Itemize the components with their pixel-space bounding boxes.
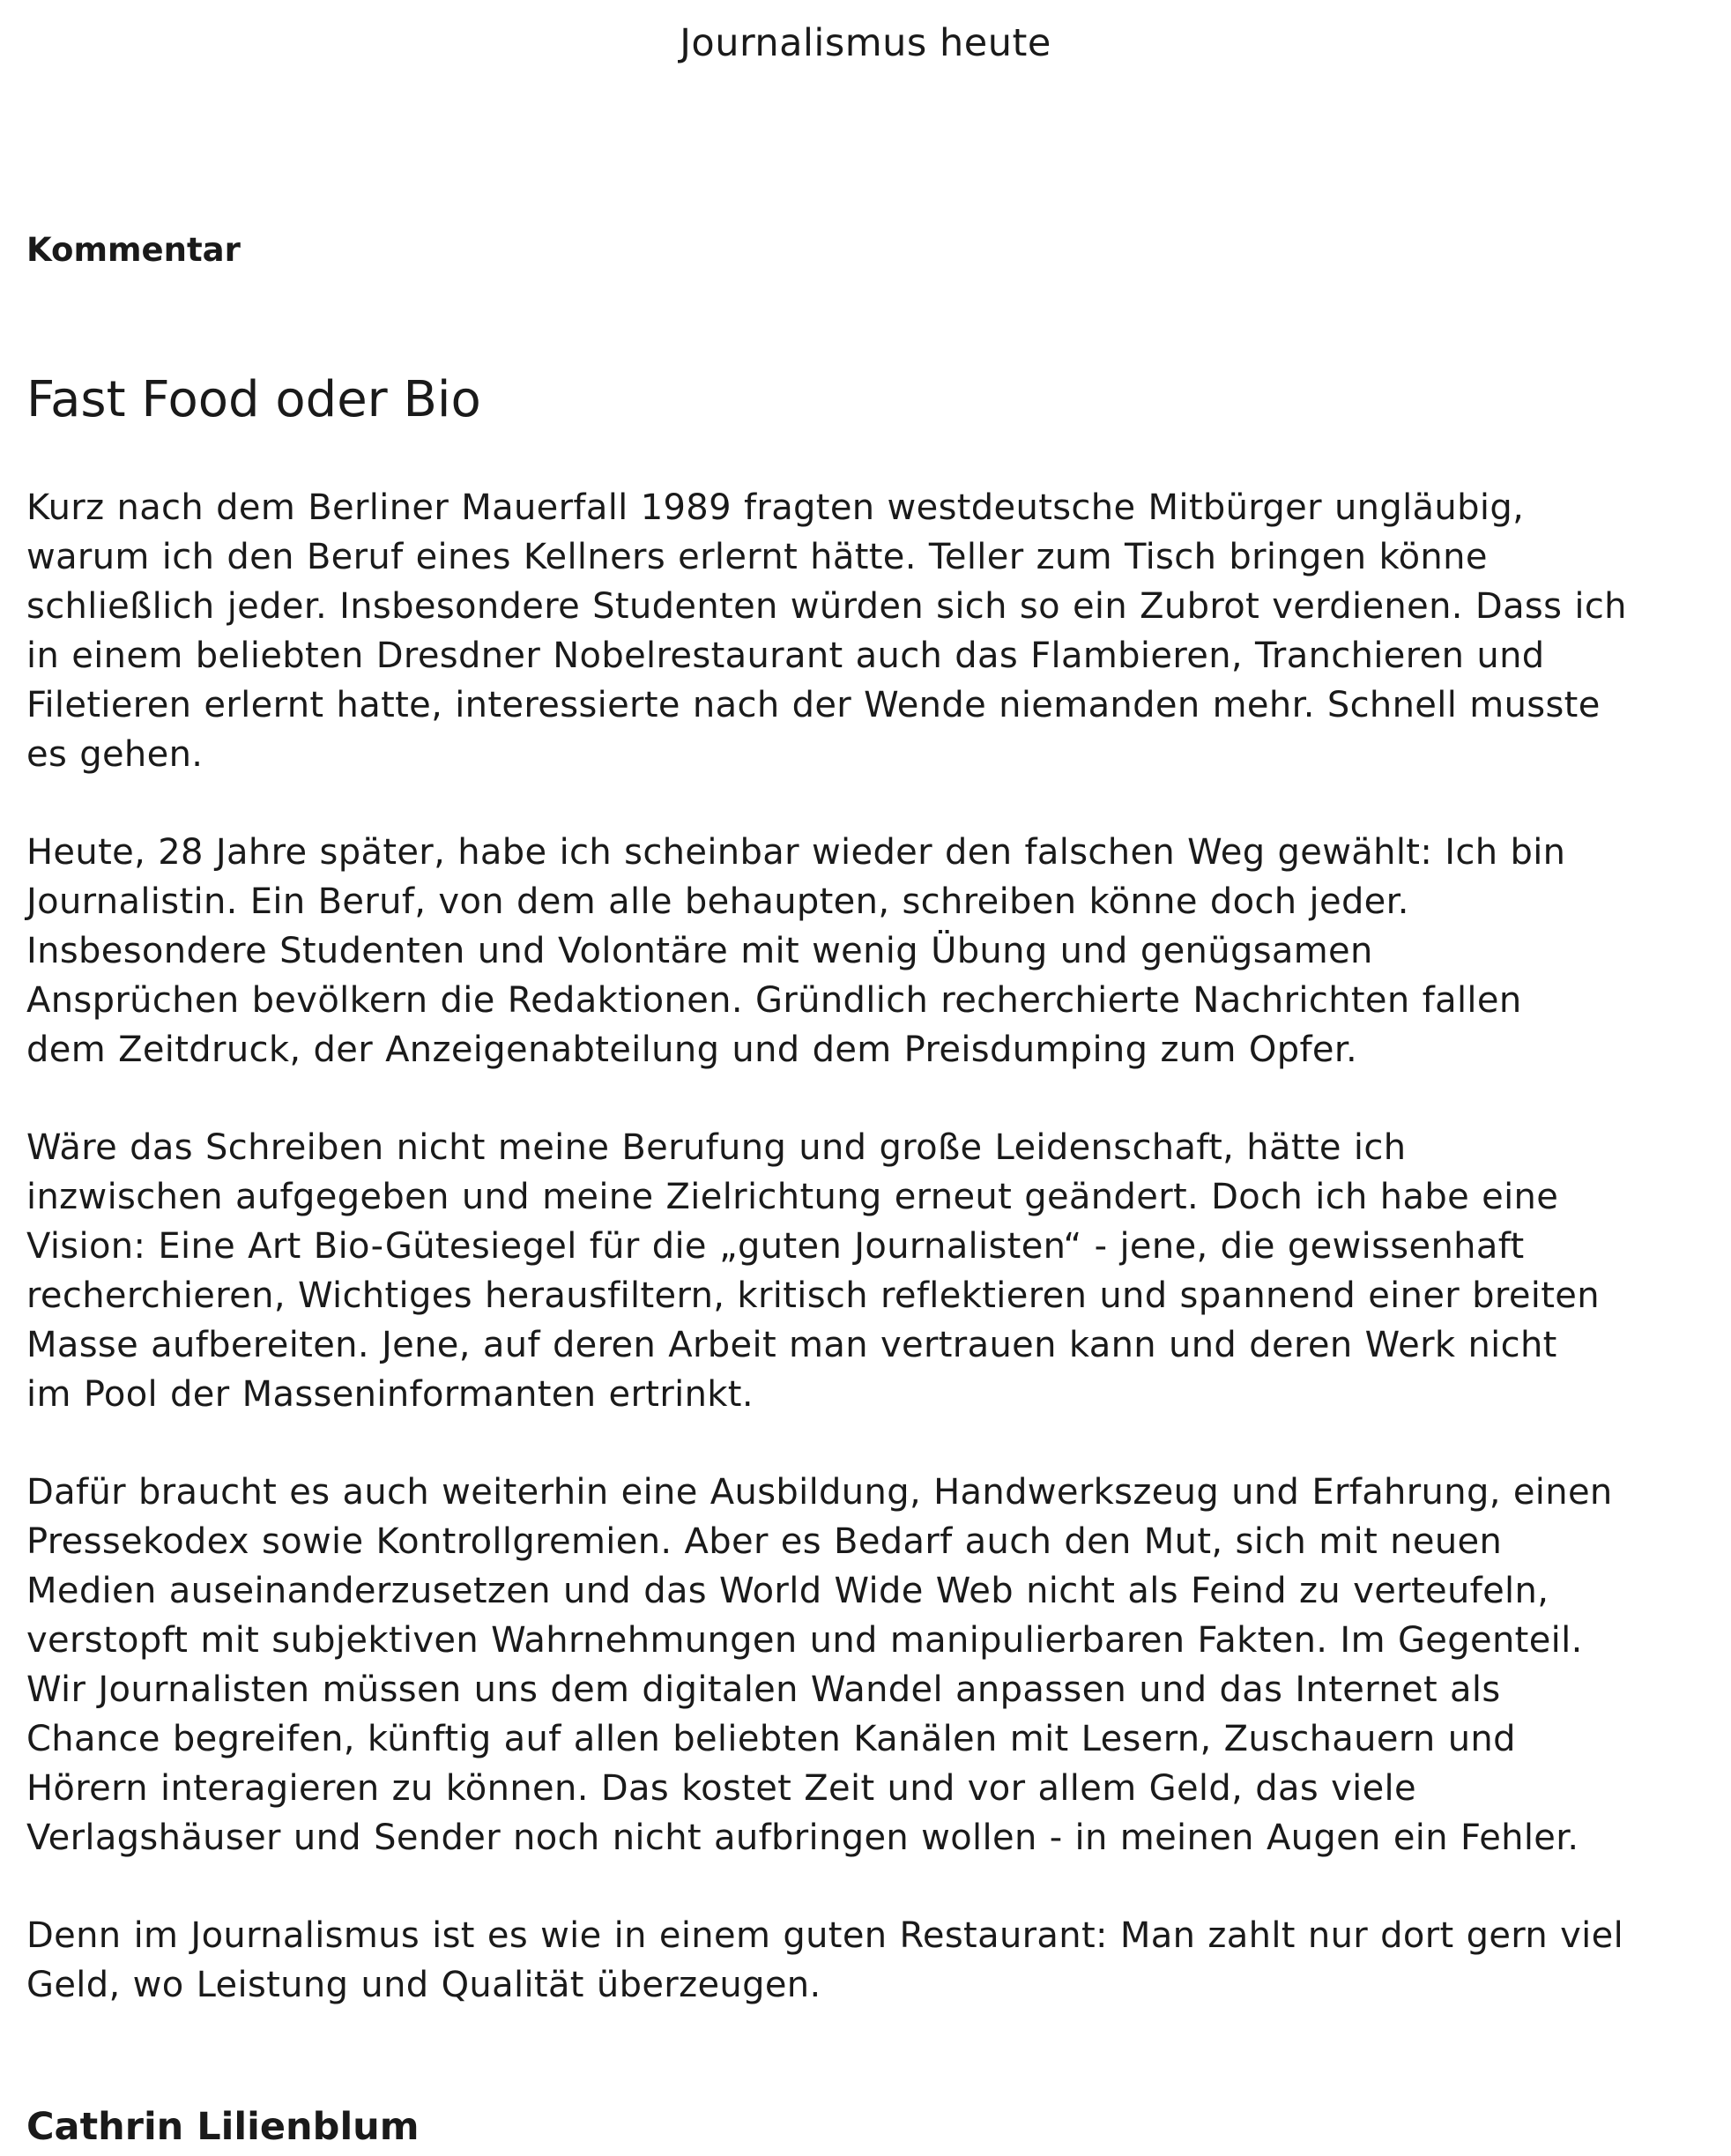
paragraph-line: schließlich jeder. Insbesondere Studenten würden sich so ein Zubrot verdienen. Dass ich xyxy=(26,586,1627,627)
paragraph-line: Heute, 28 Jahre später, habe ich scheinbar wieder den falschen Weg gewählt: Ich bin xyxy=(26,832,1566,873)
paragraph-line: Filetieren erlernt hatte, interessierte nach der Wende niemanden mehr. Schnell musste xyxy=(26,685,1601,725)
paragraph-line: Wäre das Schreiben nicht meine Berufung und große Leidenschaft, hätte ich xyxy=(26,1127,1407,1168)
paragraph-line: Ansprüchen bevölkern die Redaktionen. Gründlich recherchierte Nachrichten fallen xyxy=(26,980,1522,1021)
paragraph-line: Dafür braucht es auch weiterhin eine Ausbildung, Handwerkszeug und Erfahrung, einen xyxy=(26,1472,1613,1513)
paragraph-line: Chance begreifen, künftig auf allen beliebten Kanälen mit Lesern, Zuschauern und xyxy=(26,1719,1516,1759)
paragraph-line: Kurz nach dem Berliner Mauerfall 1989 fragten westdeutsche Mitbürger ungläubig, xyxy=(26,487,1525,528)
article-paragraph xyxy=(26,828,1723,1074)
paragraph-line: Journalistin. Ein Beruf, von dem alle behaupten, schreiben könne doch jeder. xyxy=(26,881,1409,922)
paragraph-line: Insbesondere Studenten und Volontäre mit wenig Übung und genügsamen xyxy=(26,931,1373,971)
paragraph-line: dem Zeitdruck, der Anzeigenabteilung und dem Preisdumping zum Opfer. xyxy=(26,1030,1358,1070)
paragraph-line: Denn im Journalismus ist es wie in einem guten Restaurant: Man zahlt nur dort gern viel xyxy=(26,1915,1624,1956)
paragraph-line: Medien auseinanderzusetzen und das World Wide Web nicht als Feind zu verteufeln, xyxy=(26,1571,1549,1611)
article-paragraph xyxy=(26,1123,1723,1419)
paragraph-line: Geld, wo Leistung und Qualität überzeugen. xyxy=(26,1965,821,2005)
paragraph-line: verstopft mit subjektiven Wahrnehmungen und manipulierbaren Fakten. Im Gegenteil. xyxy=(26,1620,1583,1661)
article-body xyxy=(26,483,1723,2058)
paragraph-line: es gehen. xyxy=(26,734,204,775)
running-header: Journalismus heute xyxy=(680,21,1051,65)
section-kicker: Kommentar xyxy=(26,231,241,269)
paragraph-line: warum ich den Beruf eines Kellners erlernt hätte. Teller zum Tisch bringen könne xyxy=(26,537,1488,577)
paragraph-line: Masse aufbereiten. Jene, auf deren Arbeit man vertrauen kann und deren Werk nicht xyxy=(26,1325,1557,1365)
paragraph-line: Pressekodex sowie Kontrollgremien. Aber es Bedarf auch den Mut, sich mit neuen xyxy=(26,1521,1503,1562)
paragraph-line: recherchieren, Wichtiges herausfiltern, kritisch reflektieren und spannend einer breiten xyxy=(26,1275,1600,1316)
paragraph-line: Wir Journalisten müssen uns dem digitalen Wandel anpassen und das Internet als xyxy=(26,1669,1501,1710)
paragraph-line: Verlagshäuser und Sender noch nicht aufbringen wollen - in meinen Augen ein Fehler. xyxy=(26,1818,1579,1858)
article-paragraph xyxy=(26,1911,1723,2010)
article-paragraph xyxy=(26,483,1723,779)
author-name: Cathrin Lilienblum xyxy=(26,2105,420,2149)
article-headline: Fast Food oder Bio xyxy=(26,371,481,428)
paragraph-line: inzwischen aufgegeben und meine Zielrichtung erneut geändert. Doch ich habe eine xyxy=(26,1177,1559,1217)
paragraph-line: im Pool der Masseninformanten ertrinkt. xyxy=(26,1374,754,1415)
article-paragraph xyxy=(26,1468,1723,1862)
paragraph-line: in einem beliebten Dresdner Nobelrestaurant auch das Flambieren, Tranchieren und xyxy=(26,636,1545,676)
paragraph-line: Hörern interagieren zu können. Das kostet Zeit und vor allem Geld, das viele xyxy=(26,1768,1416,1809)
paragraph-line: Vision: Eine Art Bio-Gütesiegel für die „guten Journalisten“ - jene, die gewissenhaft xyxy=(26,1226,1525,1267)
